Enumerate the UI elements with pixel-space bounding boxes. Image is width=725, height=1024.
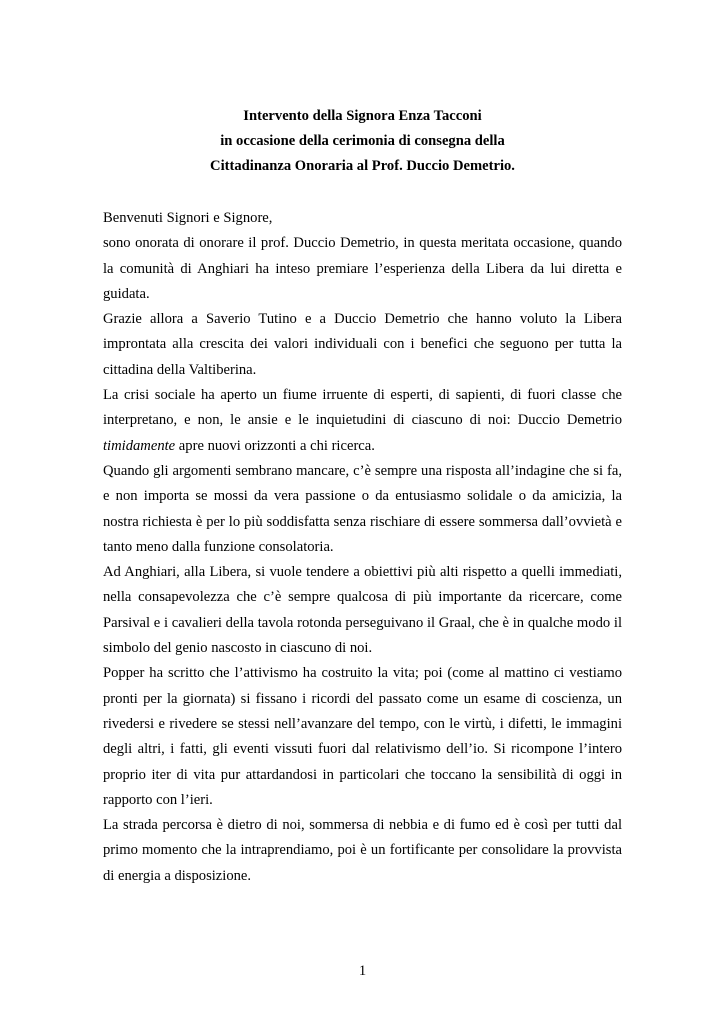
paragraph-2: Grazie allora a Saverio Tutino e a Duccio Demetrio che hanno voluto la Libera improntata alla crescita dei valori individuali con i benefici che seguono per tutta la cittadina della Valtiberina. (103, 311, 622, 378)
title-line-2: in occasione della cerimonia di consegna della (220, 133, 505, 149)
paragraph-5: Ad Anghiari, alla Libera, si vuole tendere a obiettivi più alti rispetto a quelli immediati, nella consapevolezza che c’è sempre qualcosa di più importante da ricercare, come Parsival e i cavalieri della tavola rotonda perseguivano il Graal, che è in qualche modo il simbolo del genio nascosto in ciascuno di noi. (103, 564, 622, 657)
document-body (103, 206, 622, 889)
title-line-3: Cittadinanza Onoraria al Prof. Duccio Demetrio. (210, 158, 515, 174)
paragraph-3-italic-word: timidamente (103, 437, 176, 454)
title-line-1: Intervento della Signora Enza Tacconi (243, 108, 482, 124)
paragraph-4: Quando gli argomenti sembrano mancare, c’è sempre una risposta all’indagine che si fa, e non importa se mossi da vera passione o da entusiasmo solidale o da amicizia, la nostra richiesta è per lo più soddisfatta senza rischiare di essere sommersa dall’ovvietà e tanto meno dalla funzione consolatoria. (103, 462, 622, 555)
paragraph-1: sono onorata di onorare il prof. Duccio Demetrio, in questa meritata occasione, quando la comunità di Anghiari ha inteso premiare l’esperienza della Libera da lui diretta e guidata. (103, 235, 622, 302)
paragraph-6: Popper ha scritto che l’attivismo ha costruito la vita; poi (come al mattino ci vestiamo pronti per la giornata) si fissano i ricordi del passato come un esame di coscienza, un rivedersi e rivedere se stessi nell’avanzare del tempo, con le virtù, i difetti, le immagini degli altri, i fatti, gli eventi vissuti fuori dal relativismo dell’io. Si ricompone l’intero proprio iter di vita pur attardandosi in particolari che toccano la sensibilità di oggi in rapporto con l’ieri. (103, 665, 622, 808)
page-number: 1 (358, 963, 367, 979)
paragraph-3 (103, 383, 622, 459)
paragraph-3-text-before: La crisi sociale ha aperto un fiume irruente di esperti, di sapienti, di fuori classe che interpretano, e non, le ansie e le inquietudini di ciascuno di noi: Duccio Demetrio (103, 387, 622, 429)
greeting-paragraph: Benvenuti Signori e Signore, (103, 210, 273, 226)
paragraph-3-text-after: apre nuovi orizzonti a chi ricerca. (175, 437, 375, 454)
document-title (103, 104, 622, 179)
paragraph-7: La strada percorsa è dietro di noi, sommersa di nebbia e di fumo ed è così per tutti dal primo momento che la intraprendiamo, poi è un fortificante per consolidare la provvista di energia a disposizione. (103, 817, 622, 884)
